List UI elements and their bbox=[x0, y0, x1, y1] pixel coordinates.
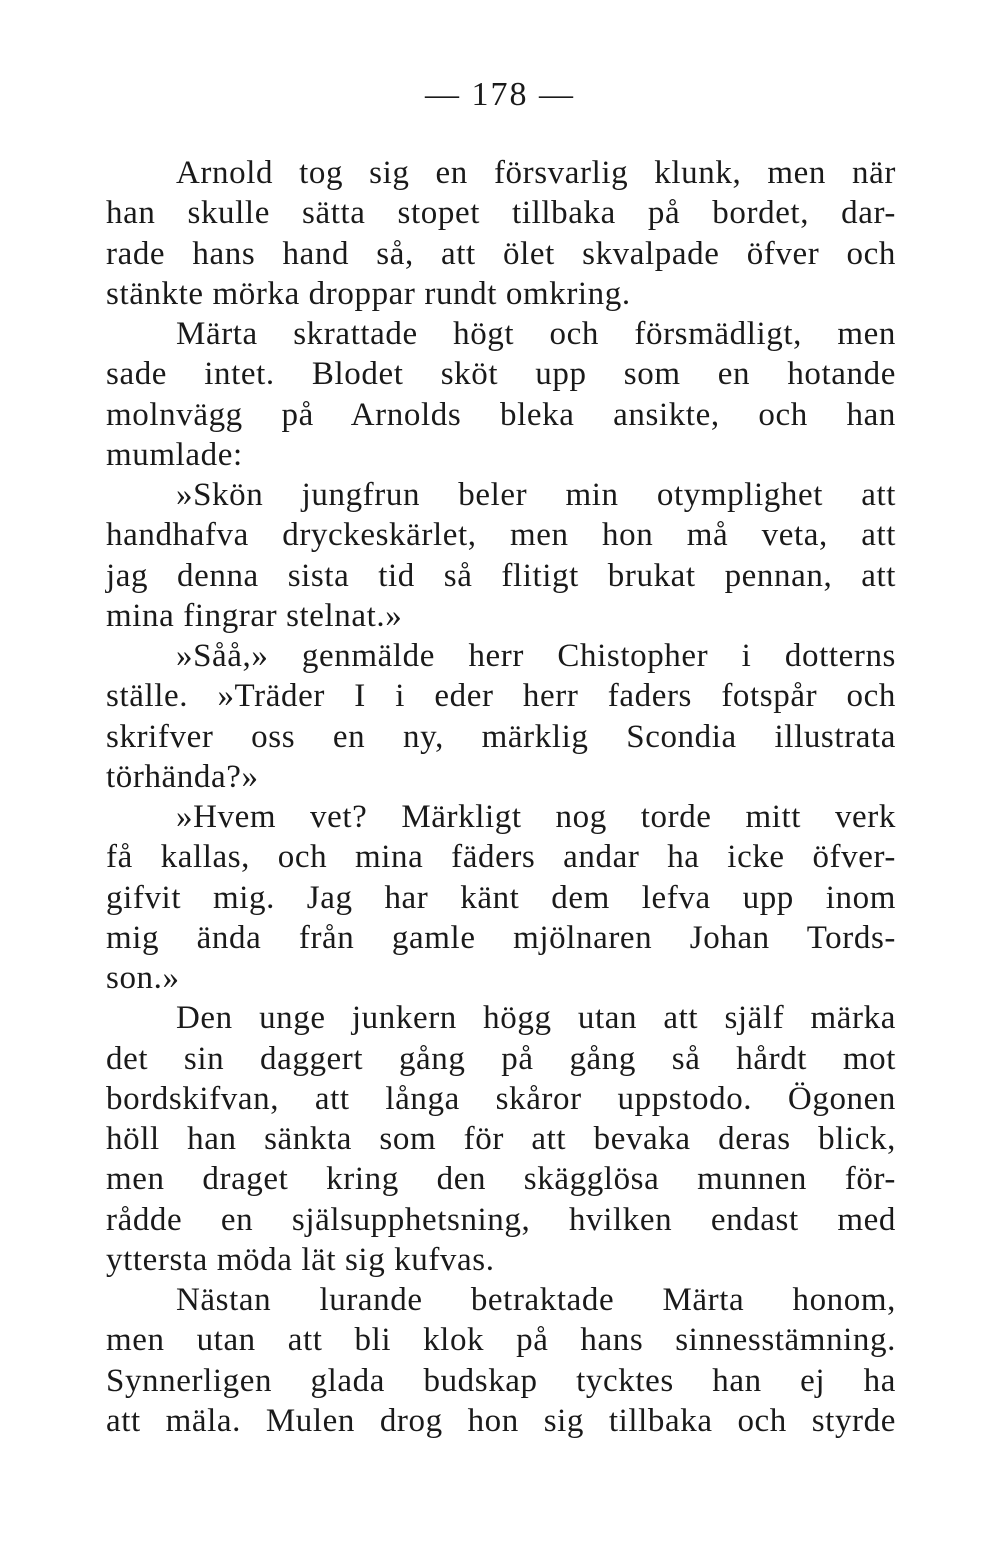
text-line: yttersta möda lät sig kufvas. bbox=[106, 1241, 495, 1278]
text-line: men draget kring den skägglösa munnen för- bbox=[106, 1161, 896, 1198]
text-line: att mäla. Mulen drog hon sig tillbaka och styrde bbox=[106, 1402, 896, 1439]
text-line: molnvägg på Arnolds bleka ansikte, och han bbox=[106, 396, 896, 433]
text-line: jag denna sista tid så flitigt brukat pennan, att bbox=[106, 557, 896, 594]
text-line: ställe. »Träder I i eder herr faders fotspår och bbox=[106, 678, 896, 715]
text-line: »Såå,» genmälde herr Chistopher i dotterns bbox=[176, 638, 896, 674]
page-number: — 178 — bbox=[425, 76, 575, 113]
text-line: mumlade: bbox=[106, 436, 243, 473]
text-line: gifvit mig. Jag har känt dem lefva upp inom bbox=[106, 879, 896, 916]
text-line: sade intet. Blodet sköt upp som en hotande bbox=[106, 356, 896, 393]
text-line: bordskifvan, att långa skåror uppstodo. Ögonen bbox=[106, 1080, 896, 1117]
text-line: det sin daggert gång på gång så hårdt mot bbox=[106, 1040, 896, 1077]
text-line: skrifver oss en ny, märklig Scondia illustrata bbox=[106, 718, 896, 755]
text-line: handhafva dryckeskärlet, men hon må veta, att bbox=[106, 517, 896, 554]
text-line: höll han sänkta som för att bevaka deras blick, bbox=[106, 1121, 896, 1157]
text-line: törhända?» bbox=[106, 758, 259, 795]
text-line: Synnerligen glada budskap tycktes han ej ha bbox=[106, 1362, 896, 1399]
text-line: »Hvem vet? Märkligt nog torde mitt verk bbox=[176, 799, 896, 835]
text-line: »Skön jungfrun beler min otymplighet att bbox=[176, 477, 896, 513]
text-line: Arnold tog sig en försvarlig klunk, men när bbox=[176, 155, 896, 191]
text-line: mina fingrar stelnat.» bbox=[106, 597, 403, 634]
text-line: rade hans hand så, att ölet skvalpade öfver och bbox=[106, 235, 896, 272]
text-line: få kallas, och mina fäders andar ha icke öfver- bbox=[106, 839, 896, 876]
text-line: son.» bbox=[106, 960, 180, 996]
body-text bbox=[106, 153, 896, 1441]
text-line: stänkte mörka droppar rundt omkring. bbox=[106, 275, 631, 312]
text-line: Märta skrattade högt och försmädligt, men bbox=[176, 316, 896, 352]
text-line: men utan att bli klok på hans sinnesstämning. bbox=[106, 1322, 896, 1359]
text-line: mig ända från gamle mjölnaren Johan Tords- bbox=[106, 919, 896, 956]
text-line: han skulle sätta stopet tillbaka på bordet, dar- bbox=[106, 195, 896, 232]
text-line: rådde en själsupphetsning, hvilken endast med bbox=[106, 1201, 896, 1238]
text-line: Nästan lurande betraktade Märta honom, bbox=[176, 1282, 896, 1318]
text-line: Den unge junkern högg utan att själf märka bbox=[176, 1000, 896, 1037]
